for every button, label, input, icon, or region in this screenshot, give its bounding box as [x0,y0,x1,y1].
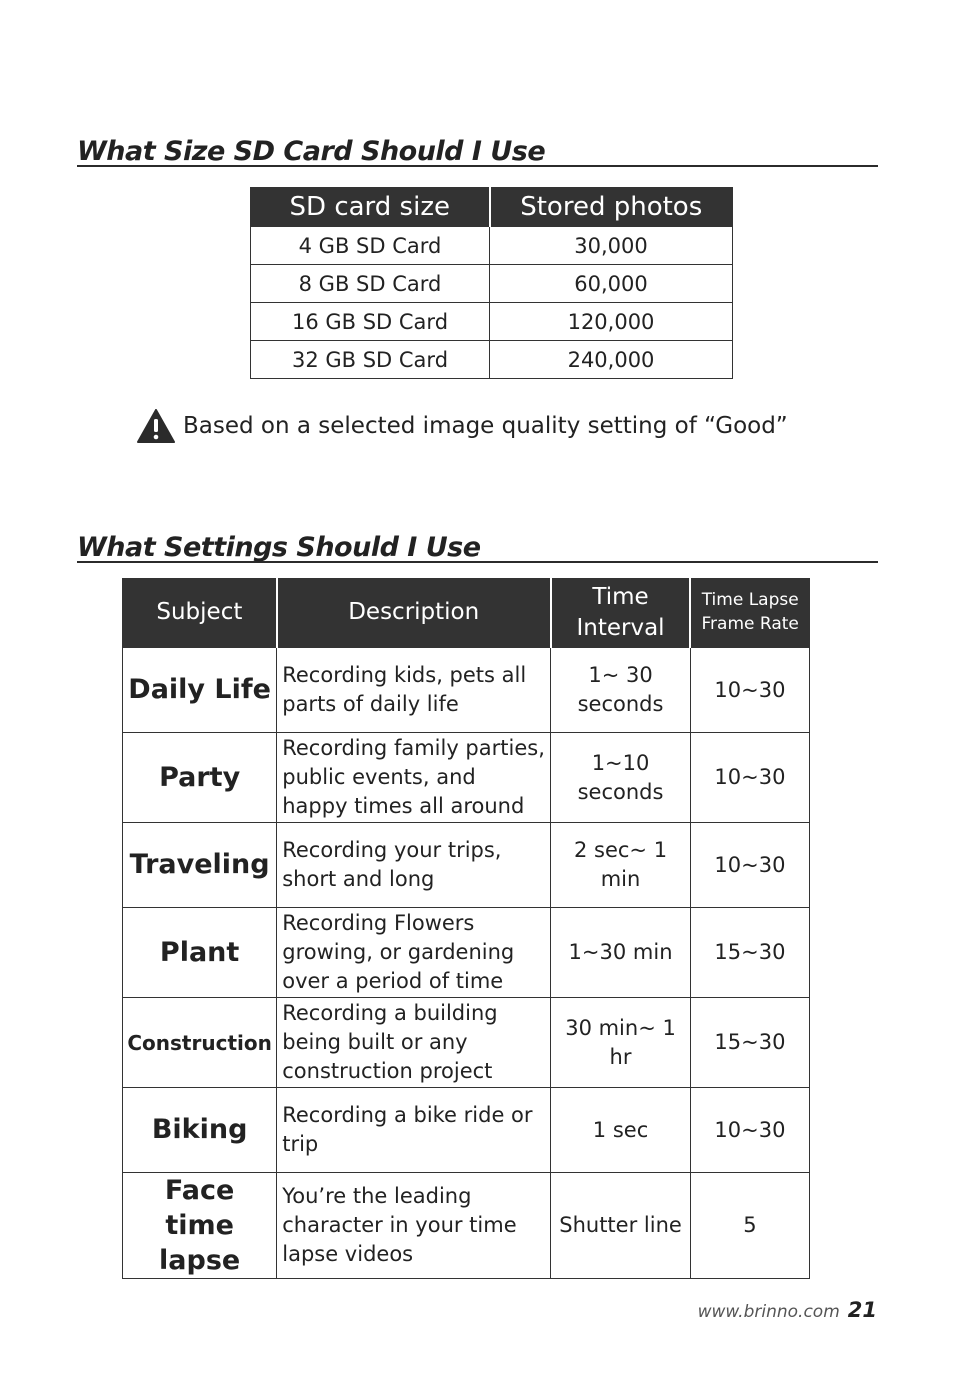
header-frame-rate [690,579,809,648]
header-time-interval [551,579,691,648]
frame-rate-cell: 10~30 [690,733,809,823]
page-footer [698,1298,877,1322]
frame-rate-cell: 10~30 [690,1088,809,1173]
table-row [123,1173,810,1279]
header-time-interval-line2: Interval [576,615,665,641]
description-cell: Recording kids, pets all parts of daily life [277,648,551,733]
header-frame-rate-line2: Frame Rate [701,614,799,634]
description-cell: Recording a building being built or any construction project [277,998,551,1088]
sd-card-size-cell: 16 GB SD Card [251,303,490,341]
frame-rate-cell: 15~30 [690,908,809,998]
interval-cell: 30 min~ 1 hr [551,998,691,1088]
table-row [123,908,810,998]
footer-website: www.brinno.com [697,1302,840,1322]
page-number: 21 [847,1298,877,1322]
note-text: Based on a selected image quality setting of “Good” [183,413,788,439]
description-cell: Recording Flowers growing, or gardening over a period of time [277,908,551,998]
sd-card-heading: What Size SD Card Should I Use [77,138,878,167]
subject-cell: Daily Life [123,648,277,733]
table-header-row [251,188,733,227]
interval-cell: 1~10 seconds [551,733,691,823]
header-subject: Subject [123,579,277,648]
subject-cell: Face time lapse [123,1173,277,1279]
header-sd-card-size: SD card size [251,188,490,227]
stored-photos-cell: 30,000 [490,227,733,265]
interval-cell: Shutter line [551,1173,691,1279]
description-cell: Recording a bike ride or trip [277,1088,551,1173]
subject-cell: Biking [123,1088,277,1173]
table-row [251,227,733,265]
description-cell: Recording family parties, public events, and happy times all around [277,733,551,823]
table-row [123,648,810,733]
sd-card-size-cell: 8 GB SD Card [251,265,490,303]
description-cell: Recording your trips, short and long [277,823,551,908]
stored-photos-cell: 60,000 [490,265,733,303]
table-row [123,823,810,908]
frame-rate-cell: 15~30 [690,998,809,1088]
frame-rate-cell: 5 [690,1173,809,1279]
table-row [123,733,810,823]
table-header-row [123,579,810,648]
interval-cell: 1 sec [551,1088,691,1173]
table-row [251,341,733,379]
subject-cell: Traveling [123,823,277,908]
frame-rate-cell: 10~30 [690,823,809,908]
settings-heading: What Settings Should I Use [77,534,878,563]
settings-table [122,578,810,1279]
frame-rate-cell: 10~30 [690,648,809,733]
header-stored-photos: Stored photos [490,188,733,227]
table-row [123,998,810,1088]
table-row [251,303,733,341]
interval-cell: 2 sec~ 1 min [551,823,691,908]
sd-card-size-cell: 32 GB SD Card [251,341,490,379]
sd-card-table [250,187,733,379]
table-row [123,1088,810,1173]
interval-cell: 1~30 min [551,908,691,998]
header-time-interval-line1: Time [592,583,649,610]
subject-cell: Construction [123,998,277,1088]
header-frame-rate-line1: Time Lapse [701,590,799,611]
description-cell: You’re the leading character in your time lapse videos [277,1173,551,1279]
quality-note [137,406,788,446]
subject-cell: Plant [123,908,277,998]
stored-photos-cell: 240,000 [490,341,733,379]
sd-card-size-cell: 4 GB SD Card [251,227,490,265]
stored-photos-cell: 120,000 [490,303,733,341]
warning-icon [137,409,175,443]
subject-cell: Party [123,733,277,823]
header-description: Description [277,579,551,648]
table-row [251,265,733,303]
interval-cell: 1~ 30 seconds [551,648,691,733]
